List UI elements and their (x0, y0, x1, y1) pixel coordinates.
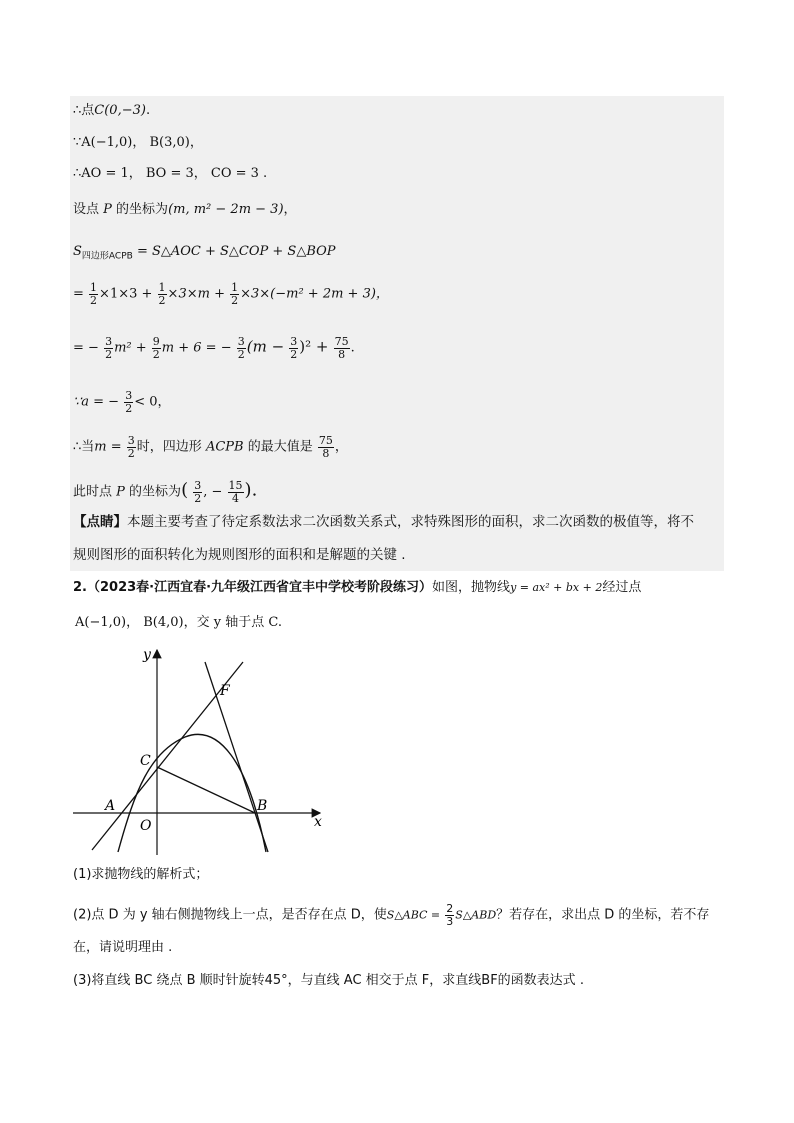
math: P (103, 202, 112, 217)
math: m + 6 = − (161, 340, 232, 356)
denominator: 2 (105, 347, 113, 361)
fraction (152, 336, 161, 360)
denominator: 2 (125, 401, 133, 415)
fraction (158, 282, 167, 306)
math: S△ABD (455, 908, 497, 922)
comment-text: 规则图形的面积转化为规则图形的面积和是解题的关键 . (73, 547, 406, 563)
text: ， (283, 202, 297, 217)
math: (m − (246, 337, 285, 356)
fraction (104, 336, 113, 360)
fraction (237, 336, 246, 360)
parabola-figure (0, 640, 340, 860)
math: C(0,−3) (94, 103, 146, 118)
denominator: 2 (158, 293, 166, 307)
math: ). (244, 479, 258, 501)
text: 时，四边形 (136, 439, 202, 455)
line-BF (205, 662, 268, 852)
solution-line-2 (73, 136, 203, 149)
label-O: O (140, 818, 152, 834)
numerator: 3 (290, 335, 298, 348)
solution-line-6 (73, 282, 389, 306)
problem-text: A(−1,0)， B(4,0)，交 y 轴于点 C. (75, 615, 282, 630)
math: = (73, 286, 84, 302)
math: ( (181, 479, 189, 501)
numerator: 3 (194, 479, 202, 492)
text: 此时点 (73, 484, 113, 500)
fraction (318, 435, 334, 459)
denominator: 8 (322, 446, 330, 460)
fraction (334, 336, 350, 360)
question-2-line-1 (73, 903, 709, 927)
question-text: (3)将直线 BC 绕点 B 顺时针旋转45°，与直线 AC 相交于点 F，求直线BF的函数表达式 . (73, 973, 584, 988)
label-F: F (220, 683, 230, 699)
math: = S△AOC + S△COP + S△BOP (136, 244, 336, 259)
numerator: 3 (237, 335, 245, 348)
comment-line-2 (73, 549, 406, 563)
solution-line-4 (73, 203, 297, 216)
label-y: y (143, 647, 151, 663)
numerator: 1 (231, 281, 239, 294)
math: S△ABC = (386, 908, 441, 922)
problem-source: （2023春·江西宜春·九年级江西省宜丰中学校考阶段练习） (86, 580, 433, 595)
problem-number: 2. (73, 580, 87, 595)
math: )² + (299, 337, 329, 356)
math: m = (94, 439, 122, 455)
text: 的最大值是 (247, 439, 313, 455)
math: . (350, 340, 355, 356)
subscript: 四边形ACPB (81, 251, 133, 262)
numerator: 75 (318, 434, 333, 447)
numerator: 1 (90, 281, 98, 294)
fraction (127, 435, 136, 459)
text: ∴点 (73, 103, 95, 118)
numerator: 75 (334, 335, 349, 348)
fraction (289, 336, 298, 360)
fraction (124, 390, 133, 414)
math: ×1×3 + (99, 286, 153, 302)
comment-text: 本题主要考查了待定系数法求二次函数关系式，求特殊图形的面积，求二次函数的极值等，将不 (127, 514, 694, 530)
question-text: (1)求抛物线的解析式； (73, 867, 209, 882)
solution-line-3 (73, 167, 267, 180)
problem-2-line-1 (73, 581, 641, 594)
math: m² + (114, 340, 147, 356)
math: = − (73, 340, 99, 356)
text: ∴当 (73, 439, 95, 455)
solution-line-9 (73, 435, 348, 459)
math: ×3×m + (167, 286, 225, 302)
numerator: 9 (152, 335, 160, 348)
solution-line-1 (73, 104, 150, 117)
denominator: 8 (338, 347, 346, 361)
numerator: 3 (127, 434, 135, 447)
text: 的坐标为 (116, 202, 169, 217)
math: ∵A(−1,0)， B(3,0)， (73, 135, 203, 150)
math: ACPB (205, 439, 244, 455)
label-x: x (314, 814, 322, 830)
fraction (228, 480, 244, 504)
denominator: 2 (237, 347, 245, 361)
label-B: B (257, 798, 268, 814)
label-A: A (105, 798, 116, 814)
question-1 (73, 868, 208, 881)
fraction (445, 903, 454, 927)
denominator: 2 (231, 293, 239, 307)
text: ， (334, 439, 348, 455)
problem-formula: y = ax² + bx + 2 (510, 581, 603, 594)
denominator: 2 (194, 491, 202, 505)
solution-line-10 (73, 480, 257, 504)
denominator: 2 (90, 293, 98, 307)
solution-line-5: $S_{四边形ACPB}$ = S△AOC + S△COP + S△BOP (73, 244, 336, 262)
comment-line-1 (73, 516, 694, 530)
denominator: 2 (152, 347, 160, 361)
problem-2-line-2 (75, 616, 282, 629)
problem-text: 经过点 (602, 580, 642, 595)
math: ∴AO = 1， BO = 3， CO = 3 . (73, 166, 268, 181)
numerator: 3 (105, 335, 113, 348)
solution-line-7 (73, 336, 355, 360)
text: 的坐标为 (129, 484, 182, 500)
question-text: ？若存在，求出点 D 的坐标，若不存 (496, 907, 710, 923)
question-text: (2)点 D 为 y 轴右侧抛物线上一点，是否存在点 D，使 (73, 907, 387, 923)
math: P (116, 484, 125, 500)
fraction (230, 282, 239, 306)
math: ×3×(−m² + 2m + 3)， (240, 286, 389, 302)
denominator: 4 (232, 491, 240, 505)
fraction (193, 480, 202, 504)
label-C: C (140, 753, 151, 769)
question-text: 在，请说明理由 . (73, 940, 173, 955)
fraction (89, 282, 98, 306)
question-3 (73, 974, 584, 987)
math: (m, m² − 2m − 3) (168, 202, 284, 217)
math: ∵a = − (73, 394, 120, 410)
denominator: 2 (127, 446, 135, 460)
denominator: 2 (290, 347, 298, 361)
numerator: 3 (125, 389, 133, 402)
numerator: 15 (228, 479, 243, 492)
text: . (145, 103, 151, 118)
problem-text: 如图，抛物线 (432, 580, 511, 595)
text: 设点 (73, 202, 100, 217)
solution-line-8 (73, 390, 171, 414)
numerator: 2 (446, 902, 454, 915)
math: , − (203, 484, 223, 500)
math: < 0， (134, 394, 171, 410)
comment-tag: 【点睛】 (73, 514, 127, 530)
segment-CB (157, 767, 255, 813)
denominator: 3 (446, 914, 454, 928)
numerator: 1 (158, 281, 166, 294)
question-2-line-2 (73, 941, 172, 954)
